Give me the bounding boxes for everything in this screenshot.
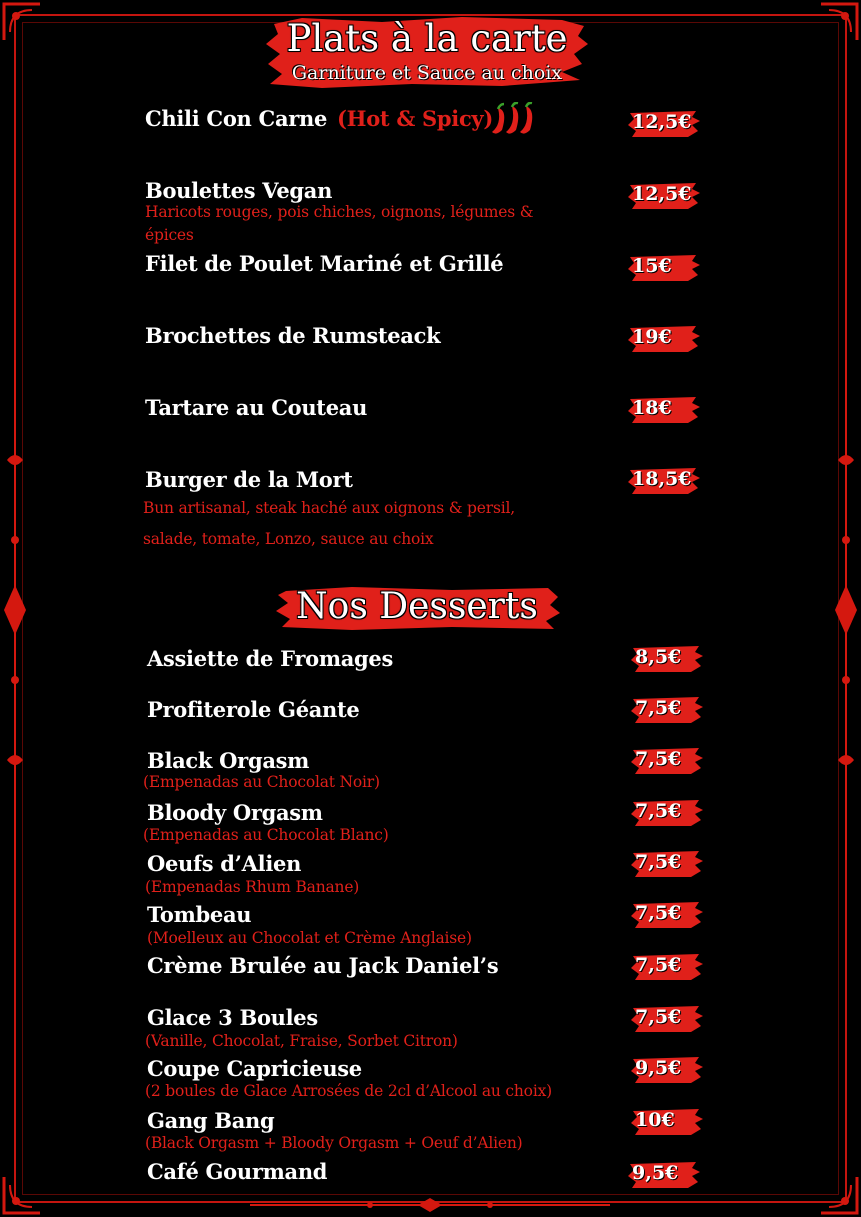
menu-item: [145, 323, 440, 348]
item-price: 12,5€: [632, 183, 692, 205]
item-price: 9,5€: [635, 1057, 682, 1079]
item-price: 7,5€: [635, 748, 682, 770]
item-price: 12,5€: [632, 111, 692, 133]
item-price: 7,5€: [635, 851, 682, 873]
chili-peppers-icon: [490, 102, 540, 136]
item-description: (Empenadas Rhum Banane): [145, 878, 360, 896]
item-price: 8,5€: [635, 646, 682, 668]
price-tag: [628, 324, 700, 354]
price-tag: [628, 181, 700, 211]
desserts-title: Nos Desserts: [296, 586, 538, 627]
price-tag: [628, 466, 700, 496]
menu-item: [145, 395, 367, 420]
corner-ornament-icon: [819, 1175, 859, 1215]
item-description: (Vanille, Chocolat, Fraise, Sorbet Citron): [145, 1032, 458, 1050]
corner-ornament-icon: [819, 2, 859, 42]
item-name: Assiette de Fromages: [147, 646, 394, 671]
item-price: 7,5€: [635, 697, 682, 719]
price-tag: [631, 849, 703, 879]
item-name: Crème Brulée au Jack Daniel’s: [147, 953, 499, 978]
menu-item: [147, 851, 301, 876]
price-tag: [628, 109, 700, 139]
menu-item: [147, 1108, 274, 1133]
corner-ornament-icon: [2, 2, 42, 42]
item-name: Black Orgasm: [147, 748, 310, 773]
menu-item: [145, 467, 353, 492]
item-name: Coupe Capricieuse: [147, 1056, 362, 1081]
item-price: 18,5€: [632, 468, 692, 490]
item-name: Chili Con Carne: [145, 106, 328, 131]
corner-ornament-icon: [2, 1175, 42, 1215]
desserts-banner: [272, 583, 562, 633]
item-price: 19€: [632, 326, 672, 348]
item-description: (Empenadas au Chocolat Blanc): [143, 826, 389, 844]
price-tag: [628, 395, 700, 425]
item-name: Filet de Poulet Mariné et Grillé: [145, 251, 504, 276]
price-tag: [631, 952, 703, 982]
item-description: (2 boules de Glace Arrosées de 2cl d’Alcool au choix): [145, 1082, 552, 1100]
item-tag-hot-spicy: (Hot & Spicy): [337, 106, 493, 131]
item-price: 7,5€: [635, 1006, 682, 1028]
item-description: Haricots rouges, pois chiches, oignons, légumes & épices: [145, 203, 534, 244]
menu-item: [147, 1159, 327, 1184]
price-tag: [631, 644, 703, 674]
item-description: (Moelleux au Chocolat et Crème Anglaise): [147, 929, 472, 947]
item-price: 9,5€: [632, 1162, 679, 1184]
price-tag: [631, 1055, 703, 1085]
plats-banner: [262, 14, 592, 92]
item-name: Boulettes Vegan: [145, 178, 333, 203]
item-price: 7,5€: [635, 954, 682, 976]
item-name: Tombeau: [147, 902, 252, 927]
item-price: 18€: [632, 397, 672, 419]
price-tag: [631, 900, 703, 930]
item-description: Bun artisanal, steak haché aux oignons & persil,: [143, 499, 515, 517]
item-description: salade, tomate, Lonzo, sauce au choix: [143, 530, 434, 548]
menu-item: [147, 697, 360, 722]
item-name: Glace 3 Boules: [147, 1005, 318, 1030]
side-ornament-right-icon: [833, 360, 859, 860]
price-tag: [631, 798, 703, 828]
item-price: 10€: [635, 1109, 675, 1131]
item-name: Profiterole Géante: [147, 697, 360, 722]
item-price: 7,5€: [635, 902, 682, 924]
item-name: Café Gourmand: [147, 1159, 328, 1184]
price-tag: [631, 695, 703, 725]
menu-item: [147, 800, 323, 825]
menu-item: [147, 646, 393, 671]
menu-item: [145, 106, 493, 131]
item-name: Gang Bang: [147, 1108, 275, 1133]
price-tag: [631, 746, 703, 776]
menu-item: [147, 902, 251, 927]
side-ornament-left-icon: [2, 360, 28, 860]
bottom-ornament-icon: [250, 1197, 610, 1213]
item-name: Burger de la Mort: [145, 467, 353, 492]
item-description: (Empenadas au Chocolat Noir): [143, 773, 380, 791]
item-name: Tartare au Couteau: [145, 395, 368, 420]
plats-title: Plats à la carte: [286, 17, 568, 60]
menu-item: [145, 178, 332, 203]
price-tag: [631, 1004, 703, 1034]
price-tag: [631, 1107, 703, 1137]
plats-subtitle: Garniture et Sauce au choix: [291, 62, 563, 84]
menu-item: [147, 748, 309, 773]
item-description: (Black Orgasm + Bloody Orgasm + Oeuf d’Alien): [145, 1134, 523, 1152]
item-name: Bloody Orgasm: [147, 800, 323, 825]
item-name: Brochettes de Rumsteack: [145, 323, 441, 348]
item-price: 7,5€: [635, 800, 682, 822]
price-tag: [628, 1160, 700, 1190]
item-name: Oeufs d’Alien: [147, 851, 302, 876]
menu-item: [147, 1005, 318, 1030]
item-price: 15€: [632, 255, 672, 277]
menu-item: [145, 251, 503, 276]
menu-item: [147, 953, 498, 978]
menu-item: [147, 1056, 362, 1081]
price-tag: [628, 253, 700, 283]
